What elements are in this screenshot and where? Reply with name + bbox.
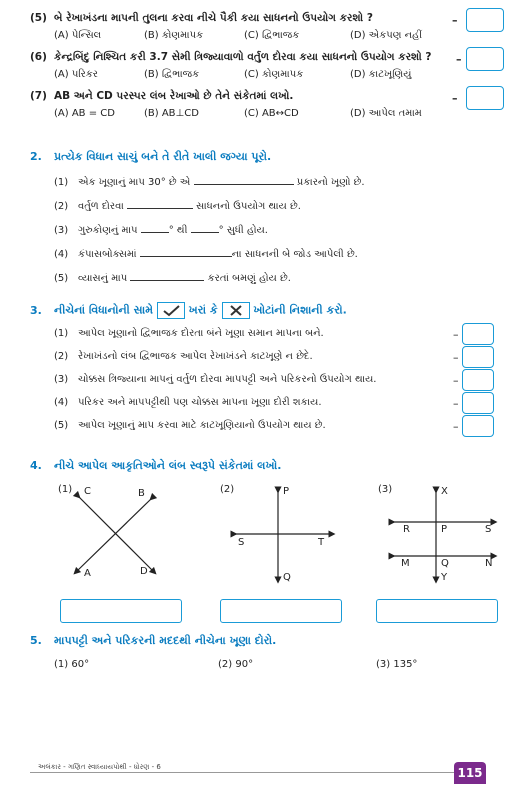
footer-text: અલંકાર - ગણિત સ્વાધ્યાયપોથી - ધોરણ - 6: [38, 763, 161, 771]
q7-dash: –: [452, 92, 458, 105]
q6-opt-d: (D) કાટખૂણિયું: [350, 69, 412, 80]
fig2-label-t: T: [318, 537, 325, 548]
s3-item-5-num: (5): [54, 420, 69, 431]
q5-opt-a: (A) પેન્સિલ: [54, 30, 102, 41]
fig2-label-q: Q: [283, 572, 291, 583]
q6-opt-b: (B) દ્વિભાજક: [144, 69, 200, 80]
tick-icon: [157, 302, 185, 319]
s2-item-3-blank-1[interactable]: [141, 223, 169, 233]
q5-opt-d: (D) એકપણ નહીં: [350, 30, 423, 41]
fig3-label-s: S: [485, 524, 492, 535]
s2-item-3-text-m: ° થી: [168, 225, 188, 236]
s3-item-2: [54, 351, 313, 362]
q5-opt-b: (B) કોણમાપક: [144, 30, 204, 41]
section-3-heading: [30, 302, 347, 319]
s3-item-2-text: રેખાખંડનો લંબ દ્વિભાજક આપેલ રેખાખંડને કાટખૂણે ન છેદે.: [78, 351, 313, 362]
s2-item-4-num: (4): [54, 249, 69, 260]
fig1-label-d: D: [140, 566, 148, 577]
q7-text: AB અને CD પરસ્પર લંબ રેખાઓ છે તેને સંકેતમાં લખો.: [54, 90, 294, 102]
fig2-label-s: S: [238, 537, 245, 548]
s2-item-4-text-b: ના સાધનની બે જોડ આપેલી છે.: [231, 249, 358, 260]
page-number: 115: [454, 762, 486, 784]
q7-opt-a: (A) AB = CD: [54, 108, 115, 119]
section-5-heading: [30, 634, 276, 648]
section-5-title: માપપટ્ટી અને પરિકરની મદદથી નીચેના ખૂણા દોરો.: [54, 634, 277, 647]
fig3-label-p: P: [441, 524, 448, 535]
fig2-num: (2): [220, 484, 235, 495]
section-4-title: નીચે આપેલ આકૃતિઓને લંબ સ્વરૂપે સંકેતમાં લખો.: [54, 459, 282, 472]
q5-answer-box[interactable]: [466, 8, 504, 32]
q6-num: (6): [30, 51, 47, 63]
s3-item-4: [54, 397, 322, 408]
fig3-num: (3): [378, 484, 393, 495]
fig1-answer-box[interactable]: [60, 599, 182, 623]
s2-item-1-text-a: એક ખૂણાનું માપ 30° છે એ: [78, 177, 191, 188]
fig1-line-ab: [76, 498, 152, 572]
q6-opt-c: (C) કોણમાપક: [244, 69, 304, 80]
fig3-answer-box[interactable]: [376, 599, 498, 623]
q7: [30, 90, 293, 103]
s2-item-3-blank-2[interactable]: [191, 223, 219, 233]
q6-opt-a: (A) પરિકર: [54, 69, 98, 80]
cross-icon: [222, 302, 250, 319]
q6-dash: –: [456, 53, 462, 66]
fig1-num: (1): [58, 484, 73, 495]
s2-item-3-text-b: ° સુધી હોય.: [218, 225, 268, 236]
s3-dash-3: –: [453, 374, 459, 387]
s2-item-5-num: (5): [54, 273, 69, 284]
fig3-label-x: X: [441, 486, 448, 497]
s3-item-5-text: આપેલ ખૂણાનું માપ કરવા માટે કાટખૂણિયાનો ઉપયોગ થાય છે.: [78, 420, 326, 431]
s3-dash-4: –: [453, 397, 459, 410]
q5-dash: –: [452, 14, 458, 27]
s3-dash-1: –: [453, 328, 459, 341]
s3-item-1-text: આપેલ ખૂણાનો દ્વિભાજક દોરતા બંને ખૂણા સમાન માપના બને.: [78, 328, 324, 339]
s2-item-1-blank[interactable]: [194, 175, 294, 185]
s2-item-1-text-b: પ્રકારનો ખૂણો છે.: [296, 177, 365, 188]
q7-num: (7): [30, 90, 47, 102]
s5-item-1: (1) 60°: [54, 659, 90, 670]
q5-opt-c: (C) દ્વિભાજક: [244, 30, 300, 41]
s3-item-4-text: પરિકર અને માપપટ્ટીથી પણ ચોક્કસ માપના ખૂણા દોરી શકાય.: [78, 397, 322, 408]
s3-item-3-num: (3): [54, 374, 69, 385]
s3-item-5: [54, 420, 326, 431]
section-3-title-c: ખોટાંની નિશાની કરો.: [253, 303, 347, 317]
s2-item-2-text-a: વર્તુળ દોરવા: [78, 201, 124, 212]
q6-answer-box[interactable]: [466, 47, 504, 71]
section-3-title-a: નીચેનાં વિધાનોની સામે: [54, 303, 153, 317]
s3-answer-box-5[interactable]: [462, 415, 494, 437]
s2-item-5-blank[interactable]: [130, 271, 204, 281]
s3-answer-box-3[interactable]: [462, 369, 494, 391]
q7-answer-box[interactable]: [466, 86, 504, 110]
fig2-answer-box[interactable]: [220, 599, 342, 623]
q7-opt-b: (B) AB⊥CD: [144, 108, 199, 119]
s2-item-2: [54, 199, 301, 212]
section-4-heading: [30, 459, 281, 473]
section-4-num: 4.: [30, 459, 42, 472]
section-2-num: 2.: [30, 150, 42, 163]
s3-item-2-num: (2): [54, 351, 69, 362]
s2-item-5-text-b: કરતાં બમણું હોય છે.: [207, 273, 291, 284]
s3-answer-box-4[interactable]: [462, 392, 494, 414]
s3-item-4-num: (4): [54, 397, 69, 408]
s2-item-1-num: (1): [54, 177, 69, 188]
s2-item-3: [54, 223, 268, 236]
s2-item-2-blank[interactable]: [127, 199, 193, 209]
q5-text: બે રેખાખંડના માપની તુલના કરવા નીચે પૈકી કયા સાધનનો ઉપયોગ કરશો ?: [54, 12, 373, 24]
fig3-label-y: Y: [441, 572, 448, 583]
section-3-title-b: ખરાં કે: [188, 303, 218, 317]
s5-item-2: (2) 90°: [218, 659, 254, 670]
s2-item-4-text-a: કંપાસબોક્સમાં: [78, 249, 137, 260]
s2-item-3-text-a: ગુરુકોણનું માપ: [78, 225, 138, 236]
section-2-title: પ્રત્યેક વિધાન સાચું બને તે રીતે ખાલી જગ્યા પૂરો.: [54, 150, 272, 163]
fig1-label-c: C: [84, 486, 91, 497]
q5: [30, 12, 373, 25]
footer: [0, 750, 530, 795]
q6-text: કેન્દ્રબિંદુ નિશ્ચિત કરી 3.7 સેમી ત્રિજ્યાવાળો વર્તુળ દોરવા કયા સાધનનો ઉપયોગ કરશો ?: [54, 51, 432, 63]
s2-item-4: [54, 247, 358, 260]
s2-item-4-blank[interactable]: [140, 247, 232, 257]
fig1-label-a: A: [84, 568, 91, 579]
s3-dash-5: –: [453, 420, 459, 433]
s3-answer-box-2[interactable]: [462, 346, 494, 368]
s5-item-3: (3) 135°: [376, 659, 418, 670]
fig2-label-p: P: [283, 486, 290, 497]
fig1-label-b: B: [138, 488, 145, 499]
fig3-label-q: Q: [441, 558, 449, 569]
s3-item-3: [54, 374, 376, 385]
fig3-label-r: R: [403, 524, 410, 535]
s3-dash-2: –: [453, 351, 459, 364]
fig3-label-n: N: [485, 558, 493, 569]
q6: [30, 51, 432, 64]
s3-answer-box-1[interactable]: [462, 323, 494, 345]
q7-opt-c: (C) AB↔CD: [244, 108, 299, 119]
footer-rule: [30, 772, 470, 773]
s2-item-2-num: (2): [54, 201, 69, 212]
section-2-heading: [30, 150, 271, 164]
section-5-num: 5.: [30, 634, 42, 647]
fig3-label-m: M: [401, 558, 410, 569]
section-3-num: 3.: [30, 303, 42, 317]
q5-num: (5): [30, 12, 47, 24]
s2-item-5-text-a: વ્યાસનું માપ: [78, 273, 128, 284]
s2-item-1: [54, 175, 365, 188]
fig1-diagram: [68, 488, 168, 578]
s3-item-1-num: (1): [54, 328, 69, 339]
fig2-diagram: [228, 484, 338, 584]
s2-item-2-text-b: સાધનનો ઉપયોગ થાય છે.: [196, 201, 301, 212]
q7-opt-d: (D) આપેલ તમામ: [350, 108, 422, 119]
s3-item-1: [54, 328, 324, 339]
s2-item-3-num: (3): [54, 225, 69, 236]
s3-item-3-text: ચોક્કસ ત્રિજ્યાના માપનું વર્તુળ દોરવા માપપટ્ટી અને પરિકરનો ઉપયોગ થાય.: [78, 374, 377, 385]
s2-item-5: [54, 271, 291, 284]
